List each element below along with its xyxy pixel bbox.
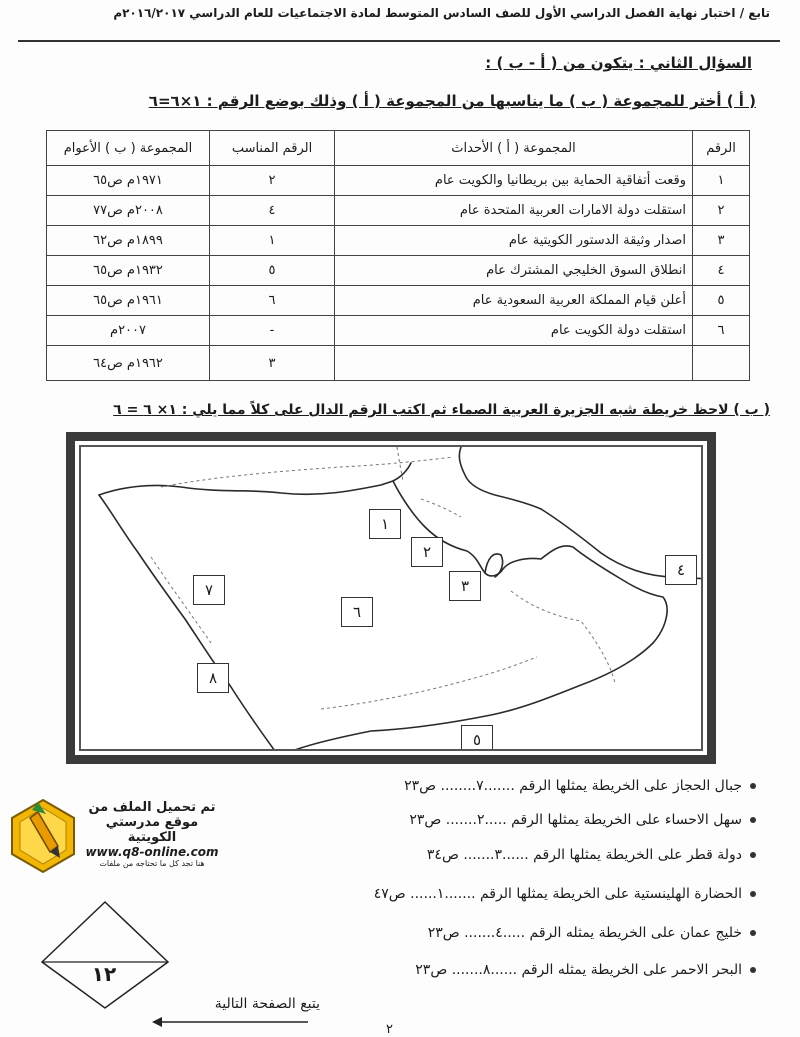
row-answer[interactable]: ٦ xyxy=(210,286,335,316)
page-number: ٢ xyxy=(386,1022,393,1037)
row-event: استقلت دولة الامارات العربية المتحدة عام xyxy=(335,196,693,226)
answer-item: الحضارة الهلينستية على الخريطة يمثلها الرقم .......١...... ص٤٧ xyxy=(374,886,756,902)
exam-header: تابع / اختبار نهاية الفصل الدراسي الأول للصف السادس المتوسط لمادة الاجتماعيات للعام الدراسي ٢٠١٦/٢٠١٧م xyxy=(113,6,770,20)
map-label-7: ٧ xyxy=(193,575,225,605)
bullet-icon xyxy=(750,891,756,897)
row-year: ١٩٦١م ص٦٥ xyxy=(47,286,210,316)
row-answer[interactable]: ٣ xyxy=(210,346,335,381)
map-label-5: ٥ xyxy=(461,725,493,751)
logo-tagline: هنا تجد كل ما تحتاجه من ملفات xyxy=(99,859,205,868)
table-row xyxy=(47,196,750,226)
header-divider xyxy=(18,40,780,42)
row-num: ٣ xyxy=(693,226,750,256)
row-num xyxy=(693,346,750,381)
row-year: ٢٠٠٨م ص٧٧ xyxy=(47,196,210,226)
row-year: ١٩٧١م ص٦٥ xyxy=(47,166,210,196)
answer-item: خليج عمان على الخريطة يمثله الرقم .....٤....... ص٢٣ xyxy=(428,925,756,941)
header-answer: الرقم المناسب xyxy=(210,131,335,166)
header-group-b: المجموعة ( ب ) الأعوام xyxy=(47,131,210,166)
row-answer[interactable]: ١ xyxy=(210,226,335,256)
row-answer[interactable]: ٤ xyxy=(210,196,335,226)
answer-item: دولة قطر على الخريطة يمثلها الرقم ......٣....... ص٣٤ xyxy=(427,847,756,863)
bullet-icon xyxy=(750,783,756,789)
next-page-note: يتبع الصفحة التالية xyxy=(214,996,320,1012)
pencil-logo-icon xyxy=(8,798,78,874)
row-event: انطلاق السوق الخليجي المشترك عام xyxy=(335,256,693,286)
header-group-a: المجموعة ( أ ) الأحداث xyxy=(335,131,693,166)
arrow-left-icon xyxy=(150,1016,310,1028)
table-row xyxy=(47,346,750,381)
map-outline xyxy=(81,447,703,751)
bullet-icon xyxy=(750,967,756,973)
row-num: ٤ xyxy=(693,256,750,286)
row-answer[interactable]: ٢ xyxy=(210,166,335,196)
table-row xyxy=(47,226,750,256)
table-header-row xyxy=(47,131,750,166)
row-num: ٦ xyxy=(693,316,750,346)
row-event xyxy=(335,346,693,381)
row-event: أعلن قيام المملكة العربية السعودية عام xyxy=(335,286,693,316)
map-label-4: ٤ xyxy=(665,555,697,585)
map-canvas xyxy=(79,445,703,751)
map-label-3: ٣ xyxy=(449,571,481,601)
table-row xyxy=(47,316,750,346)
bullet-icon xyxy=(750,817,756,823)
table-row xyxy=(47,286,750,316)
score-diamond xyxy=(40,900,170,1010)
logo-line-2: موقع مدرستي الكويتية xyxy=(105,815,199,845)
answer-item: سهل الاحساء على الخريطة يمثلها الرقم .....٢....... ص٢٣ xyxy=(409,812,756,828)
question-title: السؤال الثاني : يتكون من ( أ - ب ) : xyxy=(485,54,752,72)
answer-item: جبال الحجاز على الخريطة يمثلها الرقم .......٧........ ص٢٣ xyxy=(404,778,756,794)
row-num: ٢ xyxy=(693,196,750,226)
logo-text xyxy=(82,800,222,868)
part-a-instruction: ( أ ) أختر للمجموعة ( ب ) ما يناسبها من المجموعة ( أ ) وذلك بوضع الرقم : ١×٦=٦ xyxy=(148,92,756,110)
logo-line-1: تم تحميل الملف من xyxy=(88,800,216,815)
logo-url[interactable]: www.q8-online.com xyxy=(85,845,219,859)
row-event: وقعت أتفاقية الحماية بين بريطانيا والكويت عام xyxy=(335,166,693,196)
row-year: ١٩٣٢م ص٦٥ xyxy=(47,256,210,286)
row-year: ٢٠٠٧م xyxy=(47,316,210,346)
row-answer[interactable]: - xyxy=(210,316,335,346)
table-row xyxy=(47,256,750,286)
site-logo-block xyxy=(0,798,224,878)
bullet-icon xyxy=(750,930,756,936)
row-answer[interactable]: ٥ xyxy=(210,256,335,286)
row-event: اصدار وثيقة الدستور الكويتية عام xyxy=(335,226,693,256)
row-num: ١ xyxy=(693,166,750,196)
answer-item: البحر الاحمر على الخريطة يمثله الرقم ......٨....... ص٢٣ xyxy=(415,962,756,978)
arabian-peninsula-map xyxy=(66,432,716,764)
header-num: الرقم xyxy=(693,131,750,166)
matching-table xyxy=(46,130,750,381)
part-b-instruction: ( ب ) لاحظ خريطة شبه الجزيرة العربية الصماء ثم اكتب الرقم الدال على كلاً مما يلي : ١× ٦ = ٦ xyxy=(113,402,770,418)
map-label-2: ٢ xyxy=(411,537,443,567)
score-badge: ١٢ xyxy=(91,962,117,986)
row-year: ١٩٦٢م ص٦٤ xyxy=(47,346,210,381)
map-label-1: ١ xyxy=(369,509,401,539)
table-row xyxy=(47,166,750,196)
row-num: ٥ xyxy=(693,286,750,316)
bullet-icon xyxy=(750,852,756,858)
row-event: استقلت دولة الكويت عام xyxy=(335,316,693,346)
map-label-6: ٦ xyxy=(341,597,373,627)
row-year: ١٨٩٩م ص٦٢ xyxy=(47,226,210,256)
map-label-8: ٨ xyxy=(197,663,229,693)
